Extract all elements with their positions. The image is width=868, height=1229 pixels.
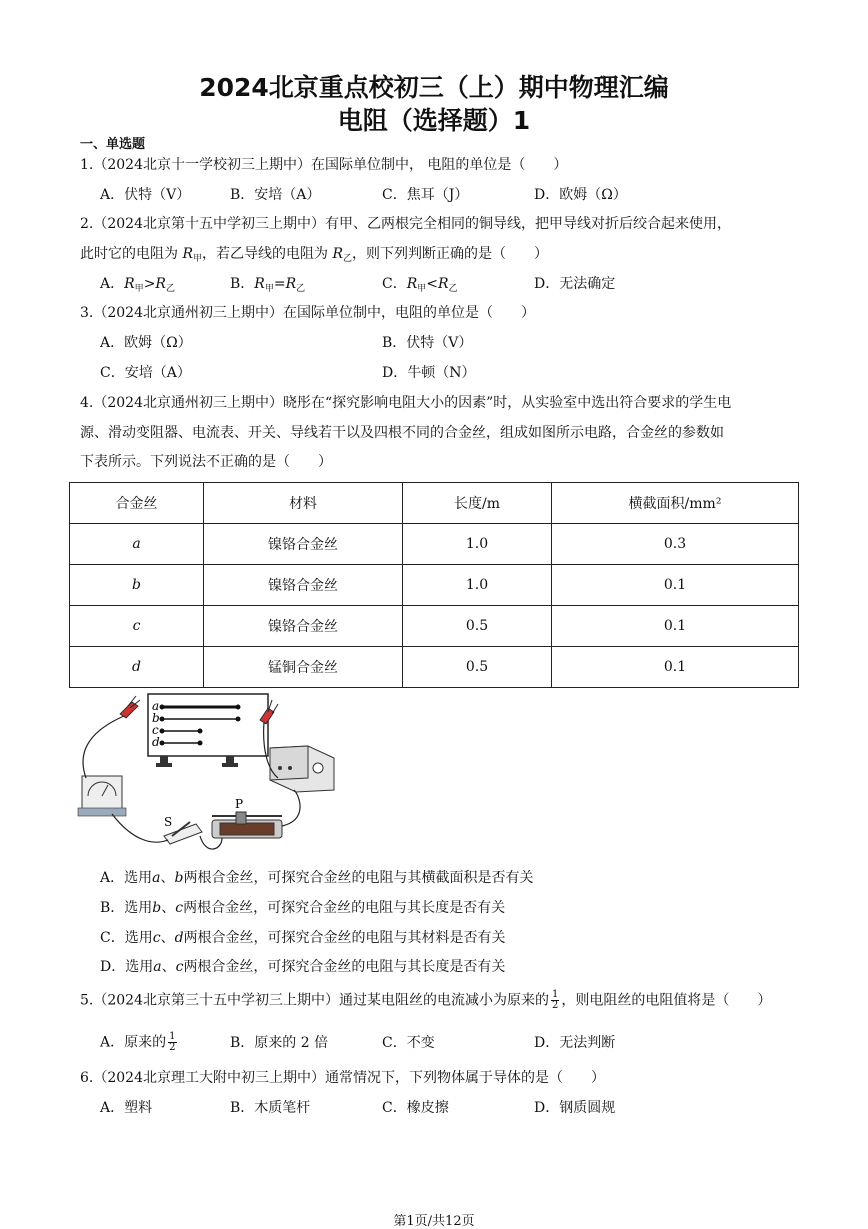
q5-option-c: C．不变	[382, 1035, 435, 1051]
q5-stem: 5.（2024北京第三十五中学初三上期中）通过某电阻丝的电流减小为原来的 $\frac{1}{2}$ ，则电阻丝的电阻值将是（ ）	[80, 989, 772, 1011]
table-cell: 0.5	[403, 606, 552, 647]
table-cell: a	[70, 524, 204, 565]
table-header-row	[70, 483, 799, 524]
q2-option-b: B．$R_甲=R_乙$	[230, 276, 306, 294]
q1-option-d: D．欧姆（Ω）	[534, 187, 627, 203]
q4-stem-line2: 源、滑动变阻器、电流表、开关、导线若干以及四根不同的合金丝，组成如图所示电路，合金丝的参数如	[80, 425, 724, 441]
table-header: 合金丝	[70, 483, 204, 524]
wire	[112, 814, 168, 842]
ammeter-icon	[78, 776, 126, 816]
q4-stem-line1: 4.（2024北京通州初三上期中）晓彤在“探究影响电阻大小的因素”时，从实验室中选出符合要求的学生电	[80, 395, 732, 411]
table-cell: 0.1	[552, 647, 799, 688]
alloy-board	[148, 694, 268, 767]
q3-stem: 3.（2024北京通州初三上期中）在国际单位制中，电阻的单位是（ ）	[80, 305, 535, 321]
q6-option-a: A．塑料	[100, 1100, 153, 1116]
table-row	[70, 606, 799, 647]
table-header: 材料	[204, 483, 403, 524]
table-cell: 镍铬合金丝	[204, 606, 403, 647]
wire-label-c: c	[152, 723, 159, 737]
q3-option-d: D．牛顿（N）	[382, 365, 476, 381]
q4-option-b: B．选用b、c两根合金丝，可探究合金丝的电阻与其长度是否有关	[100, 900, 506, 916]
table-header: 长度/m	[403, 483, 552, 524]
power-supply-icon	[270, 746, 334, 792]
table-row	[70, 524, 799, 565]
table-cell: 镍铬合金丝	[204, 565, 403, 606]
table-cell: c	[70, 606, 204, 647]
q6-stem: 6.（2024北京理工大附中初三上期中）通常情况下，下列物体属于导体的是（ ）	[80, 1070, 605, 1086]
page-title: 2024北京重点校初三（上）期中物理汇编	[199, 73, 669, 102]
fraction-one-half: $\frac{1}{2}$	[552, 989, 559, 1011]
q2-option-d: D．无法确定	[534, 276, 616, 292]
page-footer: 第1页/共12页	[393, 1214, 475, 1229]
q3-option-a: A．欧姆（Ω）	[100, 335, 192, 351]
circuit-figure	[72, 690, 372, 860]
table-cell: d	[70, 647, 204, 688]
q1-option-a: A．伏特（V）	[100, 187, 191, 203]
table-cell: 0.1	[552, 606, 799, 647]
alligator-clip-left-icon	[120, 696, 140, 718]
table-cell: b	[70, 565, 204, 606]
q4-option-c: C．选用c、d两根合金丝，可探究合金丝的电阻与其材料是否有关	[100, 930, 506, 946]
q2-option-c: C．$R_甲<R_乙$	[382, 276, 458, 294]
wire	[282, 790, 300, 826]
q5-option-a: A．原来的 $\frac{1}{2}$	[100, 1031, 176, 1053]
rheostat-icon	[212, 797, 282, 838]
table-cell: 1.0	[403, 524, 552, 565]
wire-label-d: d	[152, 735, 160, 749]
page-subtitle: 电阻（选择题）1	[337, 106, 531, 135]
q5-option-d: D．无法判断	[534, 1035, 616, 1051]
table-header: 横截面积/mm²	[552, 483, 799, 524]
table-cell: 1.0	[403, 565, 552, 606]
q1-option-b: B．安培（A）	[230, 187, 321, 203]
table-cell: 0.5	[403, 647, 552, 688]
section-heading: 一、单选题	[80, 137, 146, 152]
table-row	[70, 565, 799, 606]
q4-stem-line3: 下表所示。下列说法不正确的是（ ）	[80, 454, 332, 470]
wire	[83, 716, 124, 778]
q1-option-c: C．焦耳（J）	[382, 187, 469, 203]
wire-label-a: a	[152, 699, 160, 713]
fraction-one-half: $\frac{1}{2}$	[169, 1031, 176, 1053]
q1-stem: 1.（2024北京十一学校初三上期中）在国际单位制中， 电阻的单位是（ ）	[80, 157, 568, 173]
table-cell: 0.1	[552, 565, 799, 606]
q3-option-b: B．伏特（V）	[382, 335, 473, 351]
table-row	[70, 647, 799, 688]
q2-stem-line1: 2.（2024北京第十五中学初三上期中）有甲、乙两根完全相同的铜导线，把甲导线对折后绞合起来使用，	[80, 216, 731, 232]
table-cell: 镍铬合金丝	[204, 524, 403, 565]
q5-option-b: B．原来的 2 倍	[230, 1035, 329, 1051]
switch-icon	[164, 815, 202, 844]
q2-option-a: A．$R_甲>R_乙$	[100, 276, 175, 294]
alloy-table	[69, 482, 799, 688]
table-cell: 0.3	[552, 524, 799, 565]
q6-option-d: D．钢质圆规	[534, 1100, 616, 1116]
table-cell: 锰铜合金丝	[204, 647, 403, 688]
q3-option-c: C．安培（A）	[100, 365, 191, 381]
q4-option-a: A．选用a、b两根合金丝，可探究合金丝的电阻与其横截面积是否有关	[100, 870, 534, 886]
q6-option-b: B．木质笔杆	[230, 1100, 311, 1116]
q6-option-c: C．橡皮擦	[382, 1100, 449, 1116]
wire-label-b: b	[152, 711, 160, 725]
switch-label-s: S	[164, 815, 173, 829]
q4-option-d: D．选用a、c两根合金丝，可探究合金丝的电阻与其长度是否有关	[100, 959, 506, 975]
q2-stem-line2: 此时它的电阻为 $R_甲$，若乙导线的电阻为 $R_乙$，则下列判断正确的是（ ）	[80, 246, 549, 264]
slider-label-p: P	[235, 797, 244, 811]
